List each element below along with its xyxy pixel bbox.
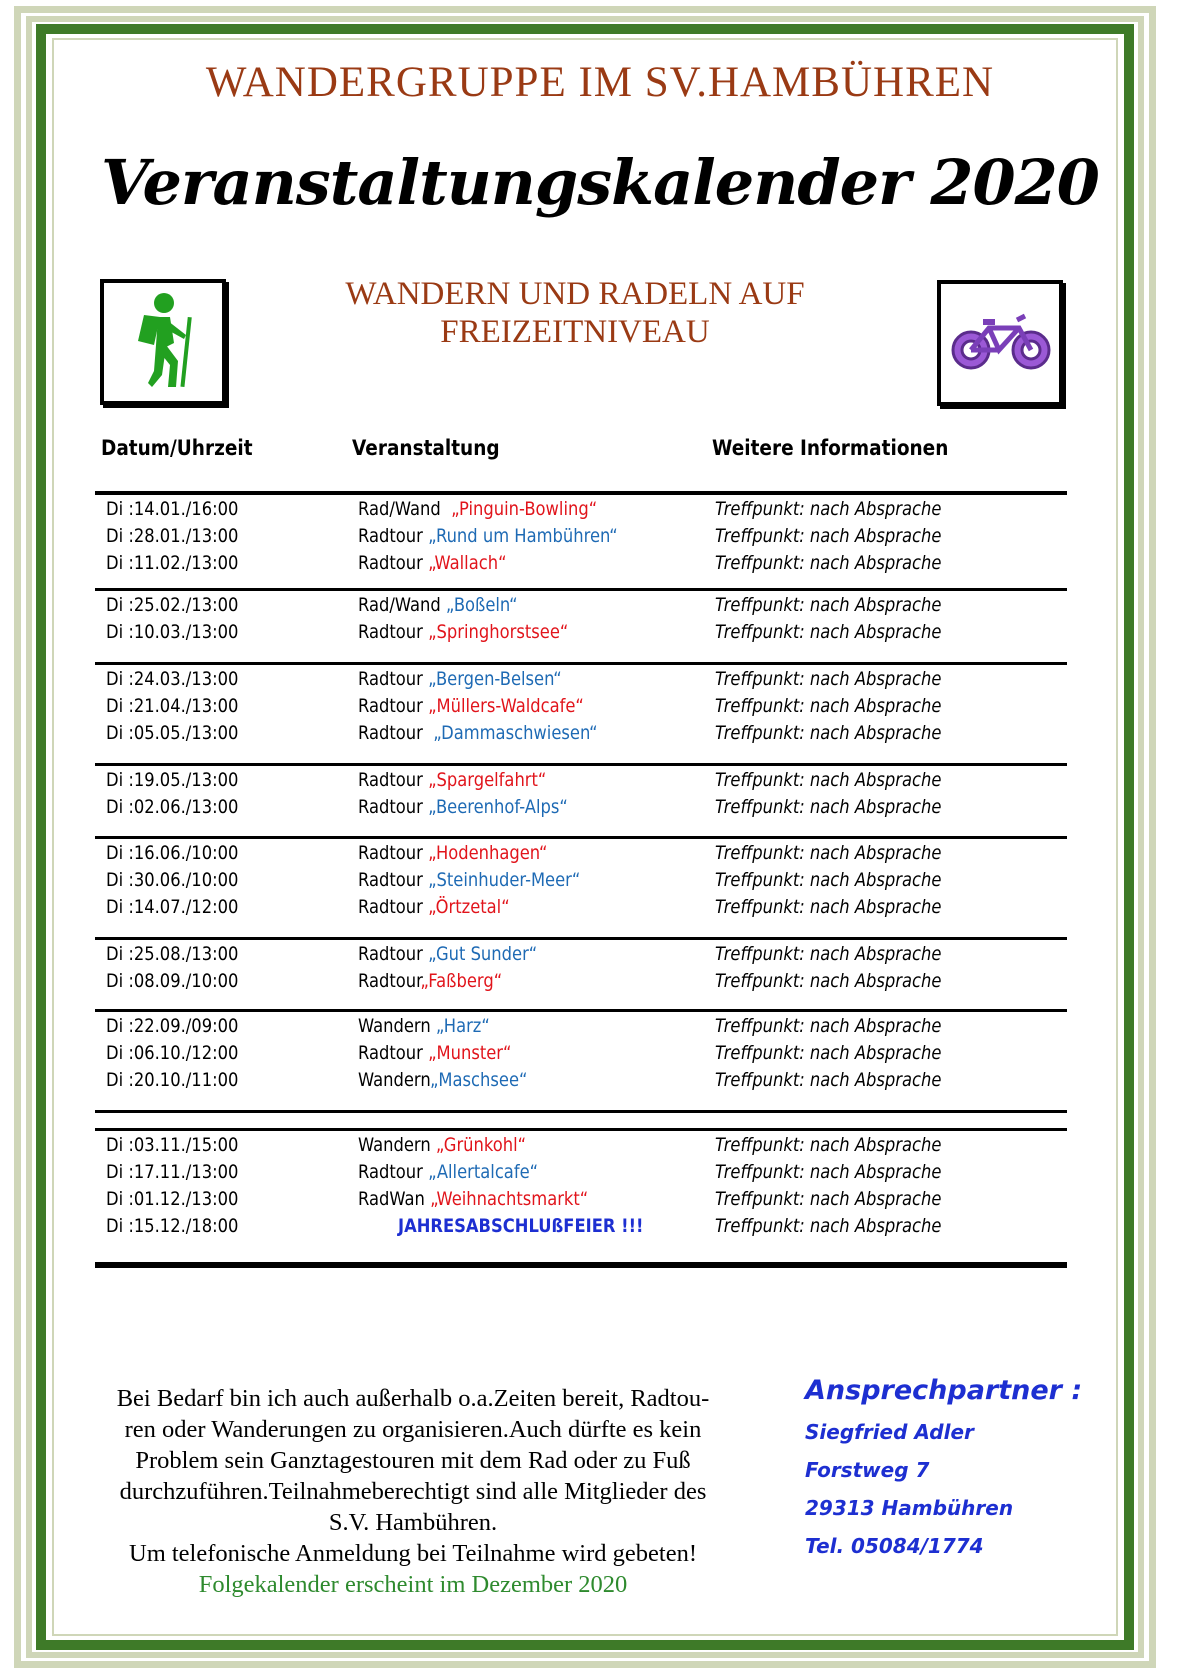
event-type: Radtour: [358, 621, 429, 643]
event-name: „Pinguin-Bowling“: [451, 498, 598, 520]
event-type: Wandern: [358, 1134, 436, 1156]
event-type: Radtour: [358, 769, 429, 791]
event-date: Di :20.10./11:00: [106, 1069, 239, 1091]
event-cell: [358, 552, 507, 574]
event-cell: [358, 769, 546, 791]
event-type: Wandern: [358, 1015, 436, 1037]
subtitle-line-1: WANDERN UND RADELN AUF: [345, 276, 805, 312]
event-info: Treffpunkt: nach Absprache: [715, 525, 942, 547]
event-info: Treffpunkt: nach Absprache: [715, 722, 942, 744]
event-name: „Weihnachtsmarkt“: [430, 1188, 589, 1210]
event-cell: [358, 525, 618, 547]
divider: [95, 491, 1067, 495]
info-line: Problem sein Ganztagestouren mit dem Rad oder zu Fuß: [135, 1447, 691, 1474]
page-title: Veranstaltungskalender 2020: [101, 146, 1099, 219]
event-date: Di :06.10./12:00: [106, 1042, 239, 1064]
event-info: Treffpunkt: nach Absprache: [715, 796, 942, 818]
hiker-icon: [100, 279, 226, 405]
divider: [95, 1110, 1067, 1113]
event-date: Di :03.11./15:00: [106, 1134, 239, 1156]
event-info: Treffpunkt: nach Absprache: [715, 943, 942, 965]
event-info: Treffpunkt: nach Absprache: [715, 695, 942, 717]
event-info: Treffpunkt: nach Absprache: [715, 896, 942, 918]
event-info: Treffpunkt: nach Absprache: [715, 1188, 942, 1210]
column-header-event: Veranstaltung: [352, 436, 500, 460]
event-date: Di :14.01./16:00: [106, 498, 239, 520]
event-cell: [358, 722, 598, 744]
event-cell: [358, 869, 580, 891]
event-type: Radtour: [358, 842, 429, 864]
event-date: Di :21.04./13:00: [106, 695, 239, 717]
divider: [95, 836, 1067, 839]
event-name: „Rund um Hambühren“: [428, 525, 618, 547]
event-name: „Spargelfahrt“: [428, 769, 547, 791]
event-date: Di :05.05./13:00: [106, 722, 239, 744]
event-type: Radtour: [358, 668, 429, 690]
event-date: Di :08.09./10:00: [106, 970, 239, 992]
divider: [95, 937, 1067, 940]
contact-city: 29313 Hambühren: [805, 1496, 1014, 1520]
event-type: Radtour: [358, 722, 434, 744]
info-line: durchzuführen.Teilnahmeberechtigt sind alle Mitglieder des: [119, 1478, 707, 1505]
event-date: Di :16.06./10:00: [106, 842, 239, 864]
column-header-date: Datum/Uhrzeit: [101, 436, 253, 460]
event-cell: [358, 1188, 588, 1210]
bicycle-icon: [937, 280, 1063, 406]
event-name: „Boßeln“: [445, 594, 518, 616]
event-date: Di :17.11./13:00: [106, 1161, 239, 1183]
event-cell: [358, 621, 568, 643]
event-name: „Örtzetal“: [428, 896, 510, 918]
next-calendar-note: Folgekalender erscheint im Dezember 2020: [198, 1571, 628, 1598]
event-type: Radtour: [358, 1161, 429, 1183]
event-type: Radtour: [358, 796, 429, 818]
event-info: Treffpunkt: nach Absprache: [715, 1215, 942, 1237]
divider: [95, 1009, 1067, 1012]
divider: [95, 662, 1067, 665]
event-info: Treffpunkt: nach Absprache: [715, 769, 942, 791]
subtitle-line-2: FREIZEITNIVEAU: [440, 314, 710, 350]
event-name: JAHRESABSCHLUßFEIER !!!: [398, 1215, 644, 1237]
subtitle: [250, 275, 900, 351]
info-line: S.V. Hambühren.: [328, 1509, 498, 1536]
event-name: „Müllers-Waldcafe“: [428, 695, 584, 717]
event-type: Radtour: [358, 552, 429, 574]
event-info: Treffpunkt: nach Absprache: [715, 1042, 942, 1064]
info-line: Um telefonische Anmeldung bei Teilnahme wird gebeten!: [129, 1540, 697, 1567]
event-info: Treffpunkt: nach Absprache: [715, 594, 942, 616]
divider: [95, 588, 1067, 591]
contact-phone: Tel. 05084/1774: [805, 1534, 984, 1558]
event-date: Di :25.02./13:00: [106, 594, 239, 616]
event-cell: [358, 1161, 538, 1183]
event-cell: [358, 498, 597, 520]
event-date: Di :25.08./13:00: [106, 943, 239, 965]
event-date: Di :10.03./13:00: [106, 621, 239, 643]
event-date: Di :15.12./18:00: [106, 1215, 239, 1237]
event-name: „Faßberg“: [420, 970, 503, 992]
event-cell: [358, 970, 502, 992]
event-type: Radtour: [358, 943, 429, 965]
event-info: Treffpunkt: nach Absprache: [715, 1069, 942, 1091]
event-cell: [358, 1134, 526, 1156]
event-type: Radtour: [358, 695, 429, 717]
event-cell: [358, 1015, 490, 1037]
contact-name: Siegfried Adler: [805, 1420, 974, 1444]
info-text: [58, 1383, 768, 1600]
event-name: „Maschsee“: [429, 1069, 528, 1091]
event-name: „Bergen-Belsen“: [428, 668, 562, 690]
event-type: RadWan: [358, 1188, 431, 1210]
event-info: Treffpunkt: nach Absprache: [715, 1015, 942, 1037]
event-cell: [358, 594, 518, 616]
event-name: „Gut Sunder“: [428, 943, 538, 965]
event-info: Treffpunkt: nach Absprache: [715, 621, 942, 643]
column-header-info: Weitere Informationen: [712, 436, 949, 460]
event-cell: [358, 896, 510, 918]
event-cell: [358, 943, 537, 965]
event-info: Treffpunkt: nach Absprache: [715, 869, 942, 891]
event-date: Di :11.02./13:00: [106, 552, 239, 574]
info-line: ren oder Wanderungen zu organisieren.Auch dürfte es kein: [124, 1416, 702, 1443]
event-name: „Springhorstsee“: [428, 621, 569, 643]
contact-street: Forstweg 7: [805, 1458, 930, 1482]
event-info: Treffpunkt: nach Absprache: [715, 552, 942, 574]
event-name: „Munster“: [428, 1042, 512, 1064]
event-name: „Harz“: [435, 1015, 490, 1037]
event-cell: [358, 1069, 527, 1091]
event-cell: [358, 1042, 511, 1064]
event-cell: [398, 1215, 644, 1237]
event-cell: [358, 695, 584, 717]
event-date: Di :02.06./13:00: [106, 796, 239, 818]
event-date: Di :14.07./12:00: [106, 896, 239, 918]
event-name: „Grünkohl“: [435, 1134, 527, 1156]
event-name: „Allertalcafe“: [428, 1161, 539, 1183]
event-date: Di :24.03./13:00: [106, 668, 239, 690]
contact-title: Ansprechpartner :: [805, 1375, 1083, 1406]
event-date: Di :01.12./13:00: [106, 1188, 239, 1210]
event-info: Treffpunkt: nach Absprache: [715, 1161, 942, 1183]
event-type: Radtour: [358, 896, 429, 918]
event-date: Di :22.09./09:00: [106, 1015, 239, 1037]
divider: [95, 763, 1067, 766]
event-cell: [358, 668, 562, 690]
event-name: „Dammaschwiesen“: [433, 722, 598, 744]
event-date: Di :30.06./10:00: [106, 869, 239, 891]
event-type: Radtour: [358, 869, 429, 891]
event-date: Di :19.05./13:00: [106, 769, 239, 791]
event-type: Wandern: [358, 1069, 430, 1091]
event-type: Rad/Wand: [358, 594, 446, 616]
event-cell: [358, 842, 547, 864]
event-name: „Beerenhof-Alps“: [428, 796, 568, 818]
event-type: Radtour: [358, 1042, 429, 1064]
divider: [95, 1128, 1067, 1131]
event-type: Rad/Wand: [358, 498, 452, 520]
event-type: Radtour: [358, 970, 421, 992]
event-name: „Wallach“: [428, 552, 507, 574]
org-heading: WANDERGRUPPE IM SV.HAMBÜHREN: [205, 59, 995, 106]
event-info: Treffpunkt: nach Absprache: [715, 1134, 942, 1156]
divider: [95, 1262, 1067, 1268]
info-line: Bei Bedarf bin ich auch außerhalb o.a.Zeiten bereit, Radtou-: [116, 1385, 710, 1412]
event-name: „Steinhuder-Meer“: [428, 869, 581, 891]
event-info: Treffpunkt: nach Absprache: [715, 970, 942, 992]
contact-block: [805, 1375, 1082, 1558]
event-info: Treffpunkt: nach Absprache: [715, 842, 942, 864]
event-info: Treffpunkt: nach Absprache: [715, 668, 942, 690]
event-info: Treffpunkt: nach Absprache: [715, 498, 942, 520]
event-cell: [358, 796, 568, 818]
event-name: „Hodenhagen“: [428, 842, 548, 864]
event-date: Di :28.01./13:00: [106, 525, 239, 547]
event-type: Radtour: [358, 525, 429, 547]
